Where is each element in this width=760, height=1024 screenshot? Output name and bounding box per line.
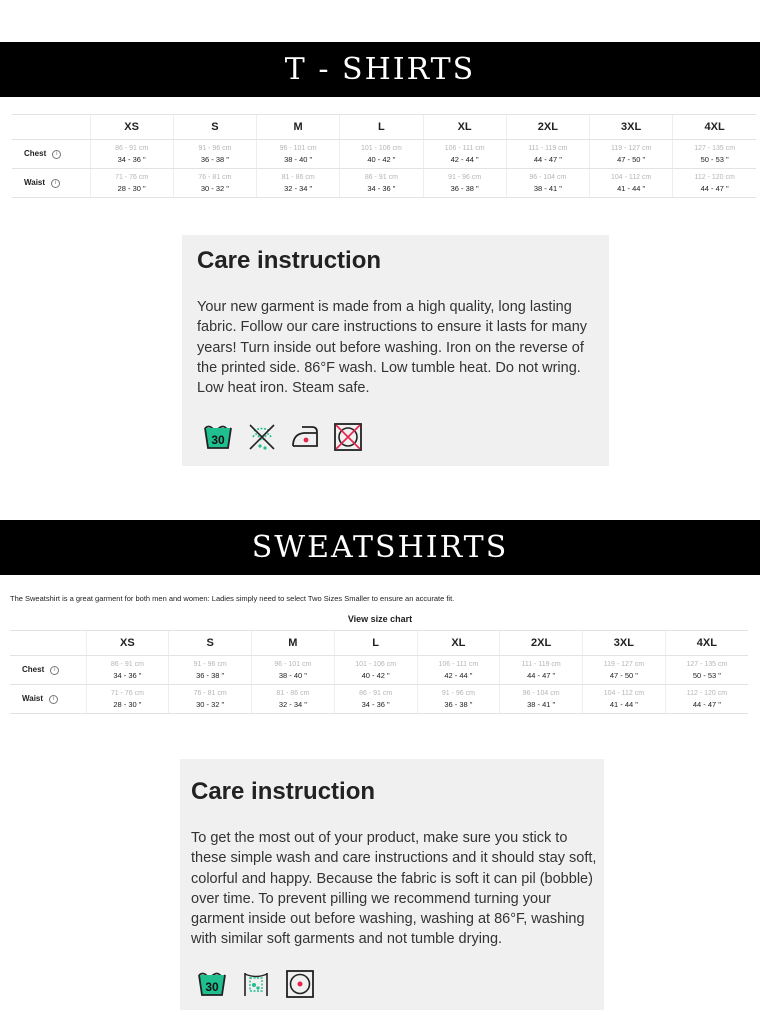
measurement-label-cell [12, 140, 90, 169]
measurement-cell [334, 656, 417, 685]
cm-value: 91 - 96 cm [193, 660, 227, 668]
inch-value: 38 - 41 " [527, 699, 556, 709]
inch-value: 34 - 36 " [113, 670, 142, 680]
inch-value: 38 - 40 " [278, 670, 307, 680]
inch-value: 44 - 47 " [533, 154, 562, 164]
inch-value: 32 - 34 " [284, 183, 313, 193]
size-header: 4XL [673, 115, 756, 140]
inch-value: 50 - 53 " [700, 154, 729, 164]
cm-value: 104 - 112 cm [610, 173, 652, 181]
cm-value: 111 - 119 cm [528, 144, 568, 152]
inch-value: 36 - 38 " [196, 670, 225, 680]
inch-value: 34 - 36 " [361, 699, 390, 709]
measurement-cell [590, 140, 673, 169]
cm-value: 96 - 101 cm [274, 660, 312, 668]
size-header: 2XL [506, 115, 589, 140]
cm-value: 86 - 91 cm [110, 660, 144, 668]
cm-value: 71 - 76 cm [115, 173, 149, 181]
inch-value: 34 - 36 " [367, 183, 396, 193]
size-header: L [340, 115, 423, 140]
inch-value: 41 - 44 " [609, 699, 638, 709]
cm-value: 119 - 127 cm [603, 660, 645, 668]
cm-value: 91 - 96 cm [448, 173, 482, 181]
inch-value: 44 - 47 " [700, 183, 729, 193]
inch-value: 50 - 53 " [692, 670, 721, 680]
inch-value: 42 - 44 " [450, 154, 479, 164]
measurement-row [10, 656, 748, 685]
sweatshirt-fit-note: The Sweatshirt is a great garment for both men and women: Ladies simply need to select Two Sizes Smaller to ensure an accurate fit. [10, 594, 455, 603]
measurement-label: Waist [22, 694, 44, 704]
inch-value: 40 - 42 " [367, 154, 396, 164]
measurement-cell [665, 685, 748, 714]
cm-value: 96 - 104 cm [522, 689, 560, 697]
measurement-cell [665, 656, 748, 685]
info-icon[interactable]: i [49, 695, 58, 704]
size-header: M [257, 115, 340, 140]
measurement-cell [173, 169, 256, 198]
inch-value: 28 - 30 " [117, 183, 146, 193]
measurement-cell [673, 140, 756, 169]
measurement-cell [423, 140, 506, 169]
size-header: M [252, 631, 335, 656]
measurement-cell [169, 656, 252, 685]
cm-value: 71 - 76 cm [110, 689, 144, 697]
size-header: 3XL [583, 631, 666, 656]
inch-value: 42 - 44 " [444, 670, 473, 680]
cm-value: 112 - 120 cm [694, 173, 735, 181]
cm-value: 86 - 91 cm [359, 689, 393, 697]
measurement-cell [173, 140, 256, 169]
inch-value: 30 - 32 " [200, 183, 229, 193]
cm-value: 112 - 120 cm [686, 689, 728, 697]
measurement-label-cell [10, 685, 86, 714]
cm-value: 91 - 96 cm [198, 144, 232, 152]
cm-value: 127 - 135 cm [694, 144, 736, 152]
sweatshirts-size-header [10, 631, 748, 656]
measurement-cell [673, 169, 756, 198]
measurement-cell [590, 169, 673, 198]
wash-temp-label: 30 [211, 433, 225, 447]
measurement-cell [252, 685, 335, 714]
inch-value: 44 - 47 " [527, 670, 556, 680]
inch-value: 44 - 47 " [692, 699, 721, 709]
inch-value: 36 - 38 " [450, 183, 479, 193]
measurement-cell [90, 169, 173, 198]
care-text: To get the most out of your product, make sure you stick to these simple wash and care instructions and it should stay soft, colorful and happy. Because the fabric is soft it can pil (bobble) over time. To prevent pilling we recommend turning your garment inside out before washing, washing at 86°F, washing with similar soft garments and not tumble drying. [191, 830, 597, 948]
tumble-dry-icon [285, 969, 315, 999]
line-dry-icon [241, 969, 271, 999]
size-header: XL [423, 115, 506, 140]
cm-value: 127 - 135 cm [686, 660, 728, 668]
measurement-label-cell [10, 656, 86, 685]
cm-value: 76 - 81 cm [198, 173, 232, 181]
measurement-label-cell [12, 169, 90, 198]
cm-value: 76 - 81 cm [193, 689, 227, 697]
low-heat-iron-icon [290, 422, 320, 452]
size-header: XL [417, 631, 500, 656]
measurement-cell [86, 656, 169, 685]
no-tumble-dry-icon [333, 422, 363, 452]
measurement-cell [583, 685, 666, 714]
measurement-cell [334, 685, 417, 714]
care-text: Your new garment is made from a high quality, long lasting fabric. Follow our care instructions to ensure it lasts for many years! Turn inside out before washing. Iron on the reverse of the printed side. 86°F wash. Low tumble heat. Do not wring. Low heat iron. Steam safe. [197, 299, 588, 397]
size-header: 4XL [665, 631, 748, 656]
cm-value: 86 - 91 cm [364, 173, 398, 181]
tshirts-care-box [182, 235, 609, 466]
cm-value: 111 - 119 cm [521, 660, 561, 668]
size-header: L [334, 631, 417, 656]
measurement-label: Chest [22, 665, 45, 675]
cm-value: 86 - 91 cm [115, 144, 149, 152]
size-header: XS [90, 115, 173, 140]
sweatshirts-title: SWEATSHIRTS [251, 530, 509, 565]
do-not-wring-icon [247, 422, 277, 452]
measurement-cell [417, 685, 500, 714]
size-header: 3XL [590, 115, 673, 140]
inch-value: 38 - 40 " [284, 154, 313, 164]
measurement-cell [423, 169, 506, 198]
measurement-label: Chest [24, 149, 47, 159]
inch-value: 40 - 42 " [361, 670, 390, 680]
cm-value: 106 - 111 cm [444, 144, 485, 152]
tshirts-banner [0, 42, 760, 97]
measurement-cell [257, 169, 340, 198]
cm-value: 101 - 106 cm [360, 144, 402, 152]
cm-value: 119 - 127 cm [610, 144, 652, 152]
measurement-cell [169, 685, 252, 714]
cm-value: 96 - 101 cm [279, 144, 317, 152]
size-header-blank [10, 631, 86, 656]
cm-value: 106 - 111 cm [438, 660, 479, 668]
cm-value: 101 - 106 cm [355, 660, 397, 668]
inch-value: 32 - 34 " [278, 699, 307, 709]
inch-value: 38 - 41 " [533, 183, 562, 193]
cm-value: 104 - 112 cm [603, 689, 645, 697]
measurement-row [10, 685, 748, 714]
info-icon[interactable]: i [52, 150, 61, 159]
care-title: Care instruction [191, 778, 376, 805]
cm-value: 91 - 96 cm [441, 689, 475, 697]
inch-value: 41 - 44 " [617, 183, 646, 193]
cm-value: 81 - 86 cm [281, 173, 315, 181]
cm-value: 96 - 104 cm [529, 173, 567, 181]
measurement-cell [90, 140, 173, 169]
inch-value: 36 - 38 " [200, 154, 229, 164]
wash-30-icon [203, 422, 233, 452]
wash-temp-label: 30 [205, 980, 219, 994]
measurement-cell [506, 140, 589, 169]
inch-value: 47 - 50 " [609, 670, 638, 680]
wash-30-icon [197, 969, 227, 999]
measurement-cell [257, 140, 340, 169]
measurement-cell [500, 685, 583, 714]
inch-value: 34 - 36 " [117, 154, 146, 164]
sweatshirts-care-box [180, 759, 604, 1010]
sweatshirts-size-table [10, 630, 748, 714]
measurement-label: Waist [24, 178, 46, 188]
measurement-cell [252, 656, 335, 685]
measurement-cell [506, 169, 589, 198]
measurement-cell [340, 140, 423, 169]
care-title: Care instruction [197, 247, 382, 274]
measurement-row [12, 140, 756, 169]
inch-value: 36 - 38 " [444, 699, 473, 709]
size-header: S [169, 631, 252, 656]
measurement-cell [86, 685, 169, 714]
view-size-chart-link[interactable]: View size chart [347, 614, 413, 624]
tshirts-size-header [12, 115, 756, 140]
cm-value: 81 - 86 cm [276, 689, 310, 697]
inch-value: 47 - 50 " [617, 154, 646, 164]
info-icon[interactable]: i [51, 179, 60, 188]
tshirts-title: T - SHIRTS [284, 52, 476, 87]
size-header: XS [86, 631, 169, 656]
measurement-cell [340, 169, 423, 198]
measurement-cell [500, 656, 583, 685]
inch-value: 30 - 32 " [196, 699, 225, 709]
measurement-row [12, 169, 756, 198]
tshirts-size-table [12, 114, 756, 198]
inch-value: 28 - 30 " [113, 699, 142, 709]
size-header-blank [12, 115, 90, 140]
info-icon[interactable]: i [50, 666, 59, 675]
size-header: S [173, 115, 256, 140]
measurement-cell [583, 656, 666, 685]
measurement-cell [417, 656, 500, 685]
sweatshirts-banner [0, 520, 760, 575]
size-header: 2XL [500, 631, 583, 656]
